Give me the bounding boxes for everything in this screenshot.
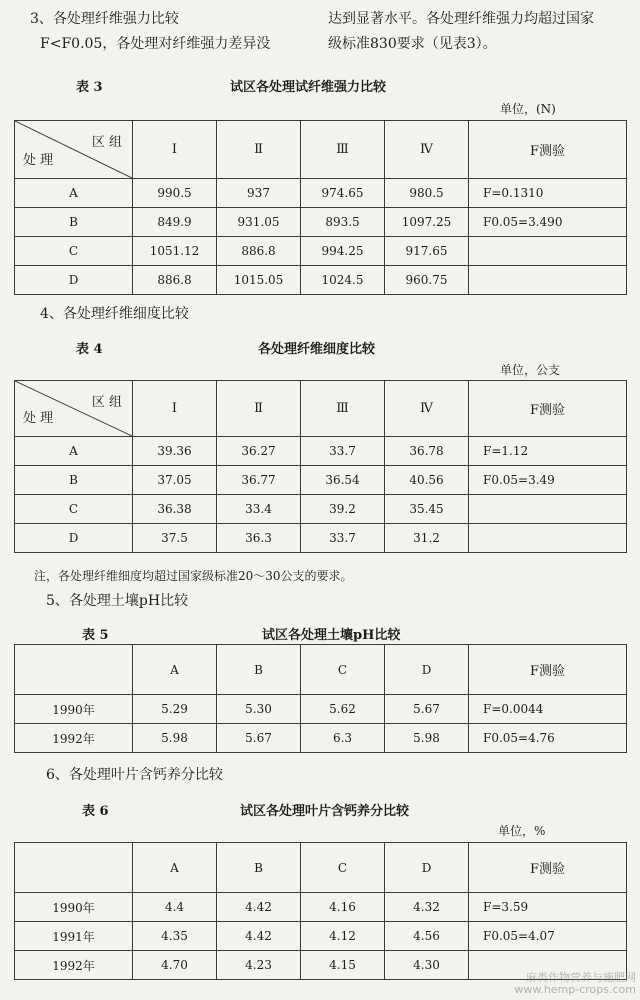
table-row <box>15 724 627 753</box>
table4-title: 各处理纤维细度比较 <box>258 342 376 357</box>
intro-left-line2: F<F0.05，各处理对纤维强力差异没 <box>40 36 271 52</box>
table-cell: 960.75 <box>385 266 469 295</box>
f-test-cell: F=1.12 <box>469 437 627 466</box>
f-test-cell <box>469 495 627 524</box>
section3-heading: 3、各处理纤维强力比较 <box>30 11 179 27</box>
table-cell: 4.16 <box>301 893 385 922</box>
table-row <box>15 179 627 208</box>
table-cell: 4.4 <box>133 893 217 922</box>
table-cell: 37.5 <box>133 524 217 553</box>
f-test-cell <box>469 524 627 553</box>
table-cell: 31.2 <box>385 524 469 553</box>
f-test-cell: F0.05=4.76 <box>469 724 627 753</box>
table-cell: 39.2 <box>301 495 385 524</box>
table-cell: 917.65 <box>385 237 469 266</box>
table-row <box>15 266 627 295</box>
table-row <box>15 208 627 237</box>
table-cell: 35.45 <box>385 495 469 524</box>
table-cell: 4.32 <box>385 893 469 922</box>
table3-f-header: F测验 <box>469 121 627 179</box>
table6-col-3: C <box>301 843 385 893</box>
table3-unit: 单位，(N) <box>500 102 556 116</box>
table6-col-2: B <box>217 843 301 893</box>
table3-col-4: Ⅳ <box>385 121 469 179</box>
row-label: D <box>15 266 133 295</box>
table-cell: 5.29 <box>133 695 217 724</box>
table-cell: 4.42 <box>217 893 301 922</box>
table-cell: 974.65 <box>301 179 385 208</box>
table-cell: 36.27 <box>217 437 301 466</box>
table4-col-4: Ⅳ <box>385 381 469 437</box>
table-cell: 849.9 <box>133 208 217 237</box>
watermark-line2: www.hemp-crops.com <box>514 983 636 996</box>
table-cell: 33.7 <box>301 437 385 466</box>
table4-corner-top: 区 组 <box>91 395 122 410</box>
table-cell: 36.54 <box>301 466 385 495</box>
table-cell: 6.3 <box>301 724 385 753</box>
table-cell: 5.67 <box>385 695 469 724</box>
table5-title: 试区各处理土壤pH比较 <box>262 628 401 643</box>
table-cell: 1051.12 <box>133 237 217 266</box>
watermark-line1: 麻类作物营养与施肥网 <box>526 971 636 984</box>
table-cell: 40.56 <box>385 466 469 495</box>
table-cell: 5.67 <box>217 724 301 753</box>
table-cell: 994.25 <box>301 237 385 266</box>
table-cell: 37.05 <box>133 466 217 495</box>
table-cell: 39.36 <box>133 437 217 466</box>
table-cell: 1097.25 <box>385 208 469 237</box>
table4-corner-cell <box>15 381 133 437</box>
table6-col-4: D <box>385 843 469 893</box>
section5-heading: 5、各处理土壤pH比较 <box>46 593 189 609</box>
table-cell: 33.7 <box>301 524 385 553</box>
table6-corner-cell <box>15 843 133 893</box>
table3-col-1: Ⅰ <box>133 121 217 179</box>
table4-col-2: Ⅱ <box>217 381 301 437</box>
f-test-cell <box>469 237 627 266</box>
table3-corner-top: 区 组 <box>91 135 122 150</box>
f-test-cell: F=3.59 <box>469 893 627 922</box>
row-label: 1992年 <box>15 724 133 753</box>
table-cell: 33.4 <box>217 495 301 524</box>
table3-corner-cell <box>15 121 133 179</box>
row-label: A <box>15 179 133 208</box>
table-cell: 5.98 <box>385 724 469 753</box>
table6-col-1: A <box>133 843 217 893</box>
table-cell: 36.38 <box>133 495 217 524</box>
site-watermark <box>514 972 636 996</box>
table-cell: 886.8 <box>217 237 301 266</box>
row-label: 1990年 <box>15 893 133 922</box>
row-label: B <box>15 466 133 495</box>
section4-heading: 4、各处理纤维细度比较 <box>40 306 189 322</box>
table-cell: 36.78 <box>385 437 469 466</box>
section6-heading: 6、各处理叶片含钙养分比较 <box>46 767 223 783</box>
table-cell: 980.5 <box>385 179 469 208</box>
table4 <box>14 380 627 553</box>
table6-f-header: F测验 <box>469 843 627 893</box>
table-cell: 36.77 <box>217 466 301 495</box>
table4-f-header: F测验 <box>469 381 627 437</box>
table6-unit: 单位，% <box>498 824 546 838</box>
table-cell: 990.5 <box>133 179 217 208</box>
table-row <box>15 893 627 922</box>
table3-title: 试区各处理试纤维强力比较 <box>230 80 387 95</box>
table-cell: 4.35 <box>133 922 217 951</box>
table5-col-4: D <box>385 645 469 695</box>
table3-corner-bottom: 处 理 <box>23 153 54 168</box>
row-label: B <box>15 208 133 237</box>
f-test-cell: F0.05=3.490 <box>469 208 627 237</box>
table-row <box>15 466 627 495</box>
table4-unit: 单位，公支 <box>500 363 561 377</box>
table-cell: 4.42 <box>217 922 301 951</box>
intro-right-line1: 达到显著水平。各处理纤维强力均超过国家 <box>328 11 594 27</box>
table6-label: 表 6 <box>82 804 109 819</box>
f-test-cell: F=0.0044 <box>469 695 627 724</box>
table-row <box>15 437 627 466</box>
row-label: D <box>15 524 133 553</box>
table6 <box>14 842 627 980</box>
row-label: A <box>15 437 133 466</box>
table5-corner-cell <box>15 645 133 695</box>
table-cell: 5.30 <box>217 695 301 724</box>
table-cell: 5.62 <box>301 695 385 724</box>
table4-col-1: Ⅰ <box>133 381 217 437</box>
table5 <box>14 644 627 753</box>
row-label: 1992年 <box>15 951 133 980</box>
table-cell: 4.56 <box>385 922 469 951</box>
intro-right-line2: 级标准830要求（见表3）。 <box>328 36 497 52</box>
f-test-cell: F0.05=3.49 <box>469 466 627 495</box>
table5-col-2: B <box>217 645 301 695</box>
table-cell: 4.23 <box>217 951 301 980</box>
table-row <box>15 695 627 724</box>
row-label: C <box>15 495 133 524</box>
table4-header-row <box>15 381 627 437</box>
table-cell: 1015.05 <box>217 266 301 295</box>
table5-f-header: F测验 <box>469 645 627 695</box>
table-cell: 36.3 <box>217 524 301 553</box>
table-row <box>15 237 627 266</box>
table-row <box>15 922 627 951</box>
f-test-cell <box>469 266 627 295</box>
row-label: 1990年 <box>15 695 133 724</box>
table-cell: 893.5 <box>301 208 385 237</box>
table5-col-1: A <box>133 645 217 695</box>
table4-note: 注，各处理纤维细度均超过国家级标准20～30公支的要求。 <box>34 569 353 583</box>
table-cell: 4.15 <box>301 951 385 980</box>
table-cell: 4.30 <box>385 951 469 980</box>
row-label: C <box>15 237 133 266</box>
table4-col-3: Ⅲ <box>301 381 385 437</box>
table-cell: 937 <box>217 179 301 208</box>
table-cell: 886.8 <box>133 266 217 295</box>
table-row <box>15 524 627 553</box>
table3-label: 表 3 <box>76 80 103 95</box>
table3 <box>14 120 627 295</box>
table3-header-row <box>15 121 627 179</box>
table3-col-2: Ⅱ <box>217 121 301 179</box>
table-cell: 1024.5 <box>301 266 385 295</box>
table-cell: 4.70 <box>133 951 217 980</box>
table-cell: 5.98 <box>133 724 217 753</box>
table4-corner-bottom: 处 理 <box>23 411 54 426</box>
table6-header-row <box>15 843 627 893</box>
table6-title: 试区各处理叶片含钙养分比较 <box>240 804 410 819</box>
f-test-cell: F=0.1310 <box>469 179 627 208</box>
table5-col-3: C <box>301 645 385 695</box>
table5-label: 表 5 <box>82 628 109 643</box>
table-cell: 4.12 <box>301 922 385 951</box>
table4-label: 表 4 <box>76 342 103 357</box>
row-label: 1991年 <box>15 922 133 951</box>
table-row <box>15 495 627 524</box>
table5-header-row <box>15 645 627 695</box>
table-cell: 931.05 <box>217 208 301 237</box>
table3-col-3: Ⅲ <box>301 121 385 179</box>
f-test-cell: F0.05=4.07 <box>469 922 627 951</box>
